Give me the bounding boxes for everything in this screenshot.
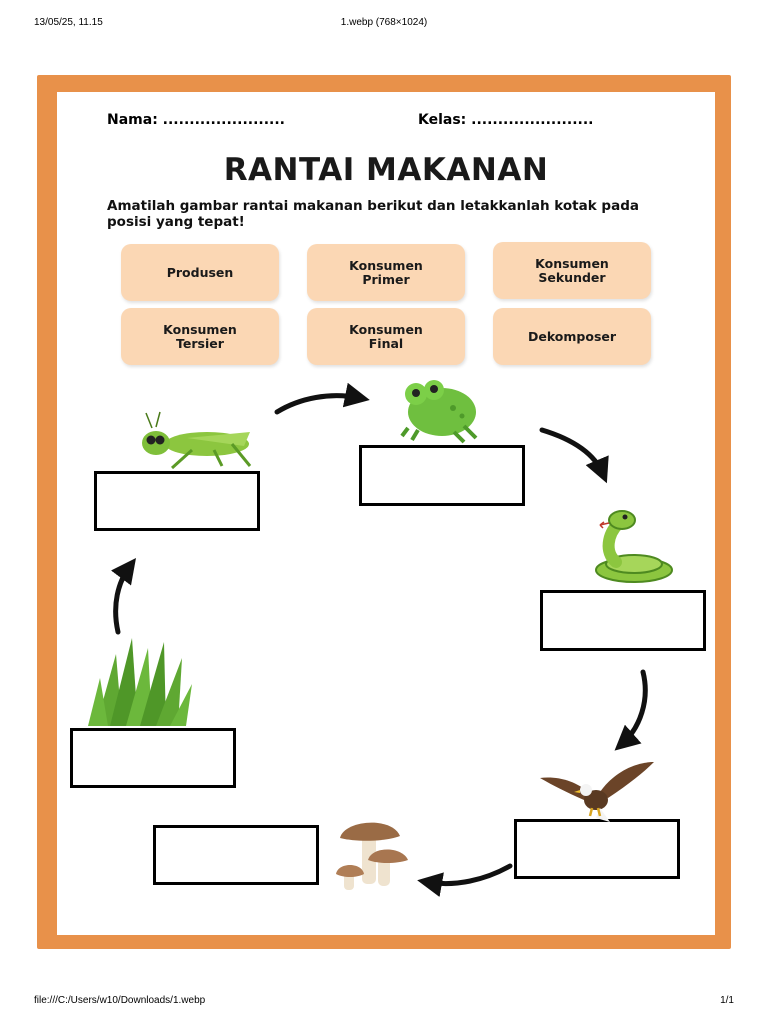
card-konsumen-final[interactable]: Konsumen Final: [307, 308, 465, 365]
card-konsumen-sekunder[interactable]: Konsumen Sekunder: [493, 242, 651, 299]
answer-box-grass[interactable]: [70, 728, 236, 788]
class-field: Kelas: .......................: [418, 112, 594, 128]
worksheet-title: RANTAI MAKANAN: [223, 152, 549, 188]
instruction-text: Amatilah gambar rantai makanan berikut dan letakkanlah kotak pada posisi yang tepat!: [107, 198, 639, 230]
print-timestamp: 13/05/25, 11.15: [34, 17, 103, 28]
grasshopper-icon: [132, 410, 256, 472]
print-page-count: 1/1: [720, 995, 734, 1006]
card-konsumen-primer[interactable]: Konsumen Primer: [307, 244, 465, 301]
answer-box-eagle[interactable]: [514, 819, 680, 879]
eagle-icon: [538, 758, 656, 824]
snake-icon: [588, 506, 674, 588]
grass-icon: [86, 634, 194, 728]
print-file-path: file:///C:/Users/w10/Downloads/1.webp: [34, 995, 206, 1006]
answer-box-grasshopper[interactable]: [94, 471, 260, 531]
card-konsumen-tersier[interactable]: Konsumen Tersier: [121, 308, 279, 365]
mushroom-icon: [334, 816, 410, 892]
print-file-title: 1.webp (768×1024): [340, 17, 428, 28]
answer-box-mushroom[interactable]: [153, 825, 319, 885]
answer-box-frog[interactable]: [359, 445, 525, 506]
frog-icon: [398, 378, 482, 444]
answer-box-snake[interactable]: [540, 590, 706, 651]
name-field: Nama: .......................: [107, 112, 285, 128]
card-dekomposer[interactable]: Dekomposer: [493, 308, 651, 365]
card-produsen[interactable]: Produsen: [121, 244, 279, 301]
